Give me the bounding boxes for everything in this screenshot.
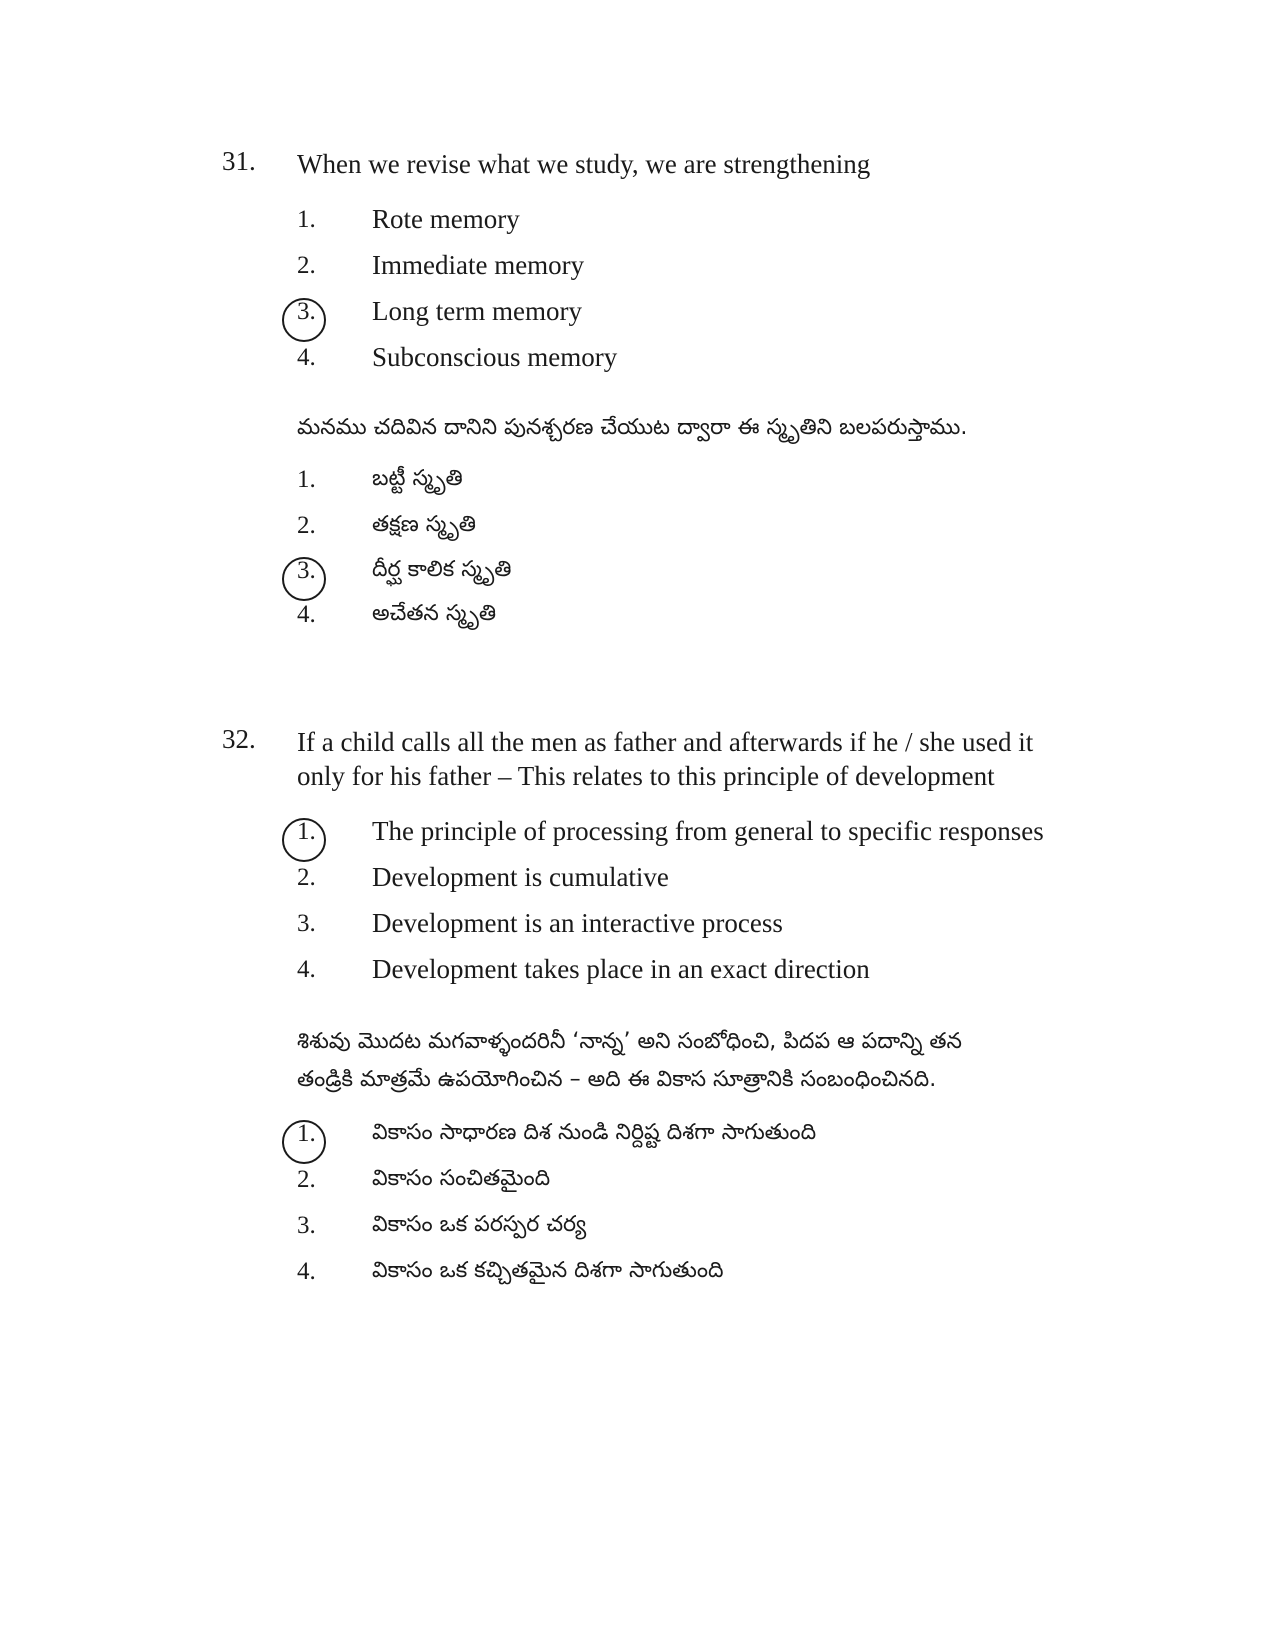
option-text-en: Development is an interactive process: [372, 908, 783, 938]
option-text-te: వికాసం ఒక కచ్చితమైన దిశగా సాగుతుంది: [372, 1258, 724, 1283]
option-number: 2.: [297, 1166, 316, 1193]
option-text-te: బట్టీ స్మృతి: [372, 466, 463, 491]
option-text-te: వికాసం సంచితమైంది: [372, 1166, 551, 1191]
question-number: 32.: [222, 724, 256, 754]
question-number: 31.: [222, 146, 256, 176]
question-text-te-line2: తండ్రికి మాత్రమే ఉపయోగించిన – అది ఈ వికాస సూత్రానికి సంబంధించినది.: [297, 1067, 937, 1092]
option-number: 1.: [297, 1120, 316, 1147]
option-text-en: Long term memory: [372, 296, 582, 326]
option-text-en: Rote memory: [372, 204, 520, 234]
question-text-en-line2: only for his father – This relates to this principle of development: [297, 761, 995, 791]
option-text-te: తక్షణ స్మృతి: [372, 512, 476, 537]
option-number: 1.: [297, 818, 316, 845]
option-number: 4.: [297, 601, 316, 628]
option-number: 4.: [297, 344, 316, 371]
option-number: 1.: [297, 206, 316, 233]
option-number: 3.: [297, 910, 316, 937]
option-number: 2.: [297, 864, 316, 891]
option-number: 4.: [297, 1258, 316, 1285]
option-text-te: వికాసం సాధారణ దిశ నుండి నిర్దిష్ట దిశగా సాగుతుంది: [372, 1120, 817, 1145]
option-text-te: అచేతన స్మృతి: [372, 601, 497, 626]
option-number: 2.: [297, 252, 316, 279]
option-number: 3.: [297, 557, 316, 584]
option-text-te: వికాసం ఒక పరస్పర చర్య: [372, 1212, 587, 1237]
question-text-te-line1: శిశువు మొదట మగవాళ్ళందరినీ ‘నాన్న’ అని సంబోధించి, పిదప ఆ పదాన్ని తన: [297, 1029, 962, 1054]
option-text-en: Development takes place in an exact direction: [372, 954, 870, 984]
option-number: 2.: [297, 512, 316, 539]
option-number: 3.: [297, 1212, 316, 1239]
option-number: 3.: [297, 298, 316, 325]
question-text-en: When we revise what we study, we are strengthening: [297, 149, 871, 179]
option-text-en: Immediate memory: [372, 250, 585, 280]
option-text-en: The principle of processing from general to specific responses: [372, 816, 1044, 846]
option-number: 4.: [297, 956, 316, 983]
option-text-te: దీర్ఘ కాలిక స్మృతి: [372, 557, 512, 582]
question-text-en-line1: If a child calls all the men as father and afterwards if he / she used it: [297, 727, 1034, 757]
option-text-en: Development is cumulative: [372, 862, 669, 892]
option-text-en: Subconscious memory: [372, 342, 618, 372]
option-number: 1.: [297, 466, 316, 493]
question-text-te: మనము చదివిన దానిని పునశ్చరణ చేయుట ద్వారా ఈ స్మృతిని బలపరుస్తాము.: [297, 415, 968, 440]
